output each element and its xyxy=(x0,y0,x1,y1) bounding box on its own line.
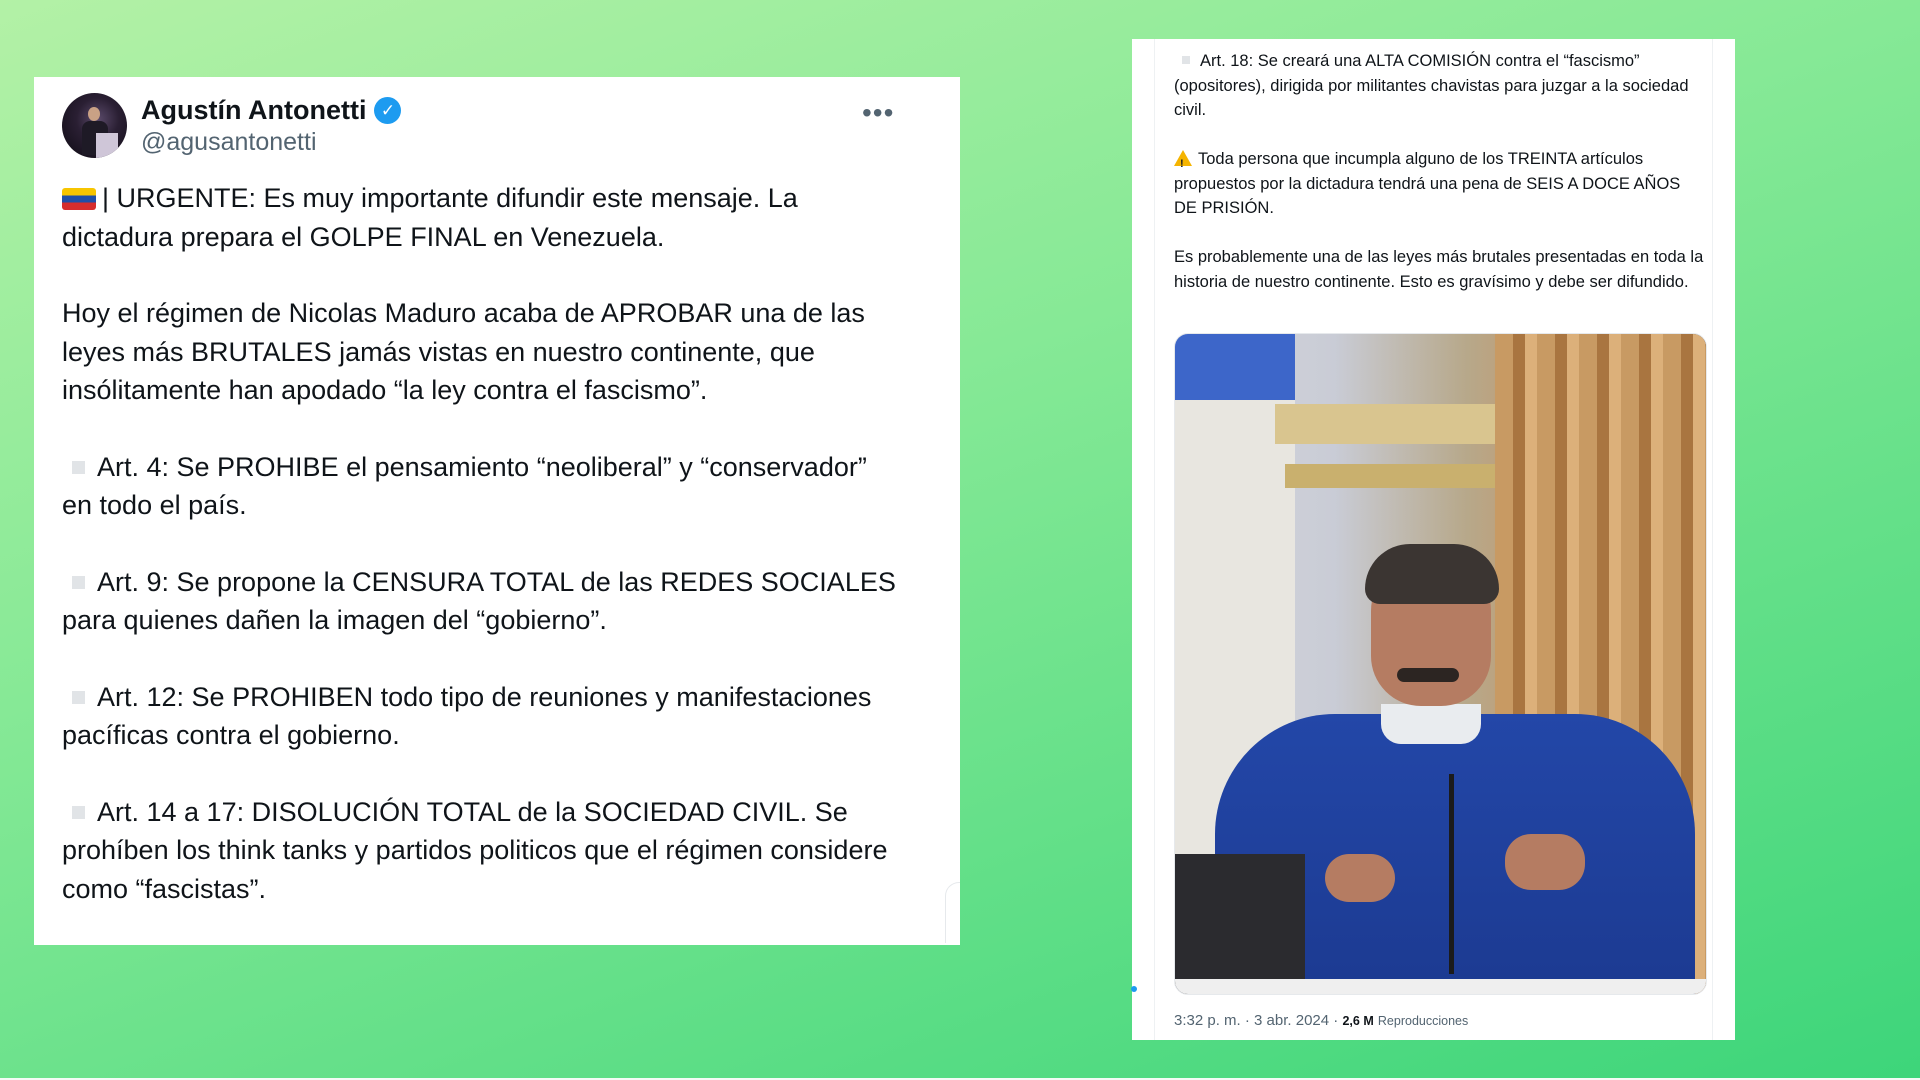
tweet-meta xyxy=(1174,1012,1468,1029)
paragraph-text: Art. 14 a 17: DISOLUCIÓN TOTAL de la SOCIEDAD CIVIL. Se prohíben los think tanks y partidos politicos que el régimen considere como “fascistas”. xyxy=(62,796,888,904)
paragraph-text: Art. 9: Se propone la CENSURA TOTAL de las REDES SOCIALES para quienes dañen la imagen del “gobierno”. xyxy=(62,566,896,635)
card-border-left xyxy=(1154,39,1155,1040)
avatar[interactable] xyxy=(62,93,127,158)
venezuela-flag-icon xyxy=(62,188,96,210)
meta-separator: · xyxy=(1244,1012,1250,1029)
paragraph-text: Toda persona que incumpla alguno de los TREINTA artículos propuestos por la dictadura tendrá una pena de SEIS A DOCE AÑOS DE PRISIÓN. xyxy=(1174,150,1681,217)
tweet-paragraph xyxy=(1174,49,1704,123)
tweet-paragraph xyxy=(62,563,902,640)
scroll-edge xyxy=(945,882,960,943)
tweet-text xyxy=(62,179,902,946)
photo-mustache xyxy=(1397,668,1459,682)
tweet-text-continued xyxy=(1174,49,1704,319)
bullet-square-icon xyxy=(72,806,85,819)
more-options-icon[interactable]: ••• xyxy=(862,97,895,128)
card-border-right xyxy=(1712,39,1713,1040)
warning-icon xyxy=(1174,150,1192,166)
right-tweet-card xyxy=(1132,39,1735,1040)
views-label: Reproducciones xyxy=(1377,1014,1469,1028)
user-handle[interactable]: @agusantonetti xyxy=(141,128,317,156)
left-tweet-card xyxy=(34,77,960,945)
bullet-square-icon xyxy=(72,576,85,589)
indicator-dot xyxy=(1131,986,1137,992)
meta-separator: · xyxy=(1333,1012,1339,1029)
bullet-square-icon xyxy=(72,461,85,474)
paragraph-text: Hoy el régimen de Nicolas Maduro acaba de APROBAR una de las leyes más BRUTALES jamás vistas en nuestro continente, que insólitamente han apodado “la ley contra el fascismo”. xyxy=(62,298,865,405)
photo-microphone xyxy=(1449,774,1454,974)
tweet-paragraph xyxy=(62,448,902,525)
avatar-podium xyxy=(96,133,118,158)
paragraph-text: | URGENTE: Es muy importante difundir este mensaje. La dictadura prepara el GOLPE FINAL en Venezuela. xyxy=(62,183,798,252)
tweet-paragraph xyxy=(62,179,902,256)
bullet-square-icon xyxy=(72,691,85,704)
tweet-paragraph xyxy=(62,793,902,909)
paragraph-text: Art. 12: Se PROHIBEN todo tipo de reuniones y manifestaciones pacíficas contra el gobierno. xyxy=(62,681,872,750)
photo-hair xyxy=(1365,544,1499,604)
photo-hand-left xyxy=(1325,854,1395,902)
photo-collar xyxy=(1381,704,1481,744)
tweet-paragraph xyxy=(62,678,902,755)
paragraph-text: Es probablemente una de las leyes más brutales presentadas en toda la historia de nuestro continente. Esto es gravísimo y debe ser difundido. xyxy=(1174,248,1704,291)
paragraph-text: Art. 18: Se creará una ALTA COMISIÓN contra el “fascismo” (opositores), dirigida por militantes chavistas para juzgar a la sociedad civil. xyxy=(1174,52,1689,119)
avatar-figure-head xyxy=(88,107,100,121)
verified-badge-icon: ✓ xyxy=(374,97,401,124)
photo-laptop xyxy=(1175,854,1305,994)
display-name[interactable]: Agustín Antonetti xyxy=(141,95,367,125)
tweet-paragraph xyxy=(1174,245,1704,294)
view-count: 2,6 M xyxy=(1342,1014,1374,1028)
tweet-time[interactable]: 3:32 p. m. xyxy=(1174,1012,1241,1029)
name-row xyxy=(141,95,401,126)
photo-desk xyxy=(1175,979,1706,994)
tweet-paragraph xyxy=(62,294,902,410)
bullet-square-icon xyxy=(1182,56,1190,64)
tweet-date[interactable]: 3 abr. 2024 xyxy=(1254,1012,1330,1029)
photo-hand-right xyxy=(1505,834,1585,890)
paragraph-text: Art. 4: Se PROHIBE el pensamiento “neoliberal” y “conservador” en todo el país. xyxy=(62,451,867,520)
tweet-paragraph xyxy=(1174,147,1704,221)
tweet-photo[interactable] xyxy=(1174,333,1707,995)
